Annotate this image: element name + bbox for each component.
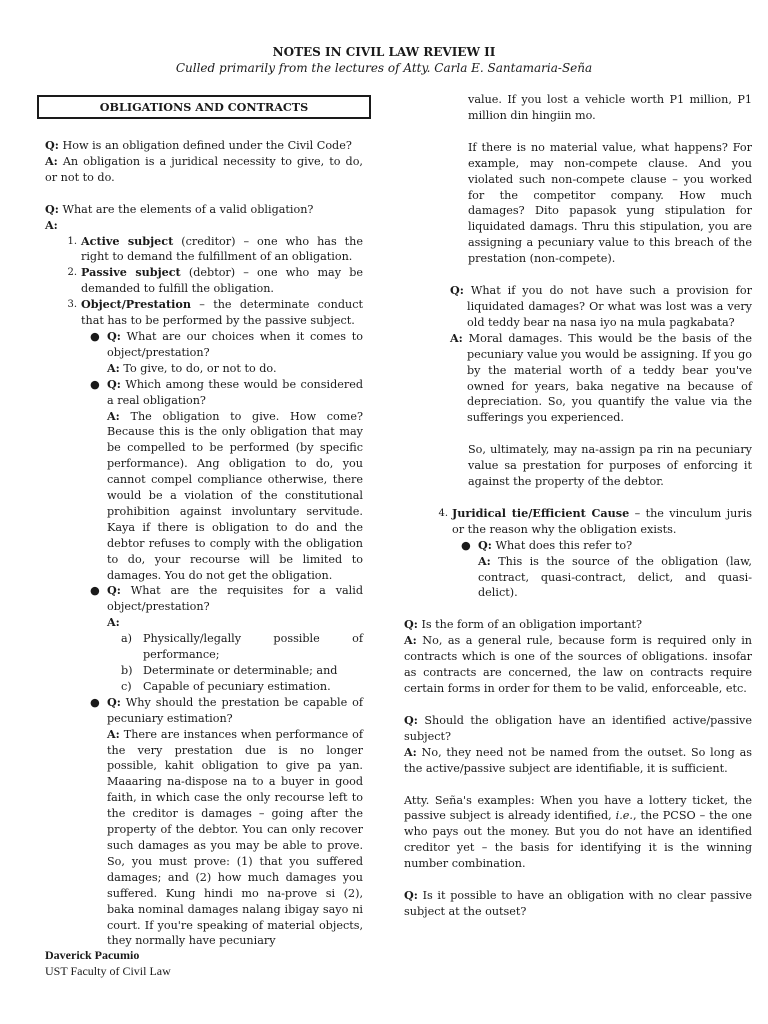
list-item: [81, 329, 363, 377]
q-label: Q:: [45, 201, 59, 216]
qa-no-passive-subject: [404, 888, 752, 920]
q-label: Q:: [404, 617, 418, 632]
school-name: UST Faculty of Civil Law: [45, 964, 171, 978]
q-label: Q:: [404, 888, 418, 903]
page-footer: [45, 947, 171, 979]
list-number: 4.: [438, 507, 448, 519]
element-term: Passive subject: [81, 265, 181, 280]
answer-text: Moral damages. This would be the basis of the pecuniary value you would be assigning. If you go by the material worth of a teddy bear you've owned for years, baka negative na because of depreciation. So, you quantify the value via the sufferings you experienced.: [462, 331, 752, 425]
a-label: A:: [107, 726, 120, 741]
a-label: A:: [107, 408, 120, 423]
answer-text: No, they need not be named from the outset. So long as the active/passive subject are identifiable, it is sufficient.: [404, 745, 752, 775]
bullet-icon: ●: [90, 695, 100, 709]
answer-text: This is the source of the obligation (law, contract, quasi-contract, delict, and quasi-delict).: [478, 554, 752, 600]
element-item: [45, 265, 363, 297]
list-item: [452, 538, 752, 602]
a-label: A:: [404, 744, 417, 759]
q-label: Q:: [107, 694, 121, 709]
bullet-icon: ●: [90, 377, 100, 391]
q-label: Q:: [478, 537, 492, 552]
element-text: (creditor) – one who has the right to demand the fulfillment of an obligation.: [81, 234, 363, 264]
q-label: Q:: [45, 138, 59, 152]
element-item: [416, 506, 752, 601]
question-text: Should the obligation have an identified active/passive subject?: [404, 713, 752, 743]
question-text: Is it possible to have an obligation with no clear passive subject at the outset?: [404, 889, 752, 918]
element-text: (debtor) – one who may be demanded to fulfill the obligation.: [81, 266, 363, 296]
a-label: A:: [404, 633, 417, 648]
requisite-item: [107, 663, 363, 679]
document-title: NOTES IN CIVIL LAW REVIEW II: [272, 45, 496, 59]
requisites-list: [107, 631, 363, 695]
question-text: What if you do not have such a provision for liquidated damages? Or what was lost was a very old teddy bear na nasa iyo na mula pagkabata?: [463, 284, 752, 329]
bullet-icon: ●: [461, 538, 471, 552]
question-text: Which among these would be considered a real obligation?: [107, 377, 363, 407]
section-heading: OBLIGATIONS AND CONTRACTS: [37, 95, 371, 119]
element-item: [45, 297, 363, 949]
prestation-questions: [81, 329, 363, 949]
element-text: – the vinculum juris or the reason why the obligation exists.: [452, 506, 752, 536]
answer-text: The obligation to give. How come? Because this is the only obligation that may be compelled to be performed (by specific performance). Ang obligation to do, you cannot compel compliance otherwise, there would be a violation of the constitutional prohibition against involuntary servitude. Kaya if there is obligation to do and the debtor refuses to comply with the obligation to do, your recourse will be limited to damages. You do not get the obligation.: [107, 409, 363, 582]
paragraph: If there is no material value, what happens? For example, may non-compete clause. And you violated such non-compete clause – you worked for the competitor company. How much damages? Dito papasok yung stipulation for liquidated damags. Thru this stipulation, you are assigning a pecuniary value to this breach of the prestation (non-compete).: [468, 140, 752, 266]
a-label: A:: [450, 330, 463, 345]
list-letter: a): [121, 632, 133, 646]
a-label: A:: [478, 553, 491, 568]
requisite-item: [107, 679, 363, 695]
question-text: Why should the prestation be capable of pecuniary estimation?: [107, 695, 363, 725]
question-text: Is the form of an obligation important?: [417, 618, 643, 632]
juridical-tie-questions: [452, 538, 752, 602]
requisite-item: [107, 631, 363, 663]
question-text: What are the requisites for a valid object/prestation?: [107, 584, 363, 614]
list-item: [81, 583, 363, 694]
question-text: How is an obligation defined under the Civil Code?: [58, 139, 352, 152]
answer-text: There are instances when performance of the very prestation due is no longer possible, kahit obligation to give pa yan. Maaaring na-dispose na to a buyer in good faith, in which case the only recourse left to the creditor is damages – going after the property of the debtor. You can only recover such damages as you may be able to prove. So, you must prove: (1) that you suffered damages; and (2) how much damages you suffered. Kung hindi mo na-prove si (2), baka nominal damages nalang ibigay sayo ni court. If you're speaking of material objects, they normally have pecuniary: [107, 727, 363, 948]
question-text: What are our choices when it comes to object/prestation?: [107, 329, 363, 359]
a-label: A:: [45, 217, 58, 232]
list-number: 2.: [67, 267, 77, 279]
element-item: [45, 234, 363, 266]
qa-definition: [45, 138, 363, 186]
q-label: Q:: [107, 376, 121, 391]
paragraph: So, ultimately, may na-assign pa rin na pecuniary value sa prestation for purposes of enforcing it against the property of the debtor.: [468, 443, 752, 489]
a-label: A:: [45, 153, 58, 168]
answer-text: To give, to do, or not to do.: [119, 361, 277, 375]
qa-elements: [45, 202, 363, 234]
qa-form: [404, 617, 752, 697]
list-number: 3.: [67, 299, 77, 311]
list-number: 1.: [67, 235, 77, 247]
a-label: A:: [107, 615, 120, 630]
list-item: [81, 695, 363, 950]
element-term: Object/Prestation: [81, 297, 191, 312]
document-subtitle: Culled primarily from the lectures of Atty. Carla E. Santamaria-Seña: [175, 61, 593, 75]
page-header: [0, 44, 768, 76]
requisite-text: Capable of pecuniary estimation.: [143, 679, 331, 693]
elements-list: [45, 234, 363, 950]
q-label: Q:: [450, 283, 464, 298]
list-letter: b): [121, 664, 133, 677]
q-label: Q:: [404, 712, 418, 727]
element-term: Active subject: [81, 233, 174, 248]
element-text: – the determinate conduct that has to be performed by the passive subject.: [81, 298, 363, 328]
bullet-icon: ●: [90, 329, 100, 343]
answer-text: No, as a general rule, because form is required only in contracts which is one of the sources of obligations. insofar as contracts are concerned, the law on contracts require certain forms in order for them to be valid, enforceable, etc.: [404, 634, 752, 695]
qa-liquidated-damages: [404, 283, 752, 426]
list-item: [81, 377, 363, 584]
example-paragraph: Atty. Seña's examples: When you have a lottery ticket, the passive subject is already identified, i.e., the PCSO – the one who pays out the money. But you do not have an identified creditor yet – the basis for identifying it is the winning number combination.: [404, 793, 753, 871]
qa-identified-subject: [404, 713, 752, 777]
left-column: [45, 95, 363, 949]
element-term: Juridical tie/Efficient Cause: [452, 505, 630, 520]
elements-list-continued: [404, 506, 752, 601]
list-letter: c): [121, 679, 132, 693]
question-text: What are the elements of a valid obligation?: [58, 202, 314, 216]
question-text: What does this refer to?: [491, 538, 633, 552]
answer-text: An obligation is a juridical necessity to give, to do, or not to do.: [45, 154, 363, 184]
q-label: Q:: [107, 583, 121, 598]
requisite-text: Determinate or determinable; and: [143, 664, 338, 677]
q-label: Q:: [107, 328, 121, 343]
a-label: A:: [107, 360, 120, 375]
bullet-icon: ●: [90, 584, 100, 598]
continuation-paragraph: value. If you lost a vehicle worth P1 million, P1 million din hingiin mo.: [468, 93, 752, 122]
author-name: Daverick Pacumio: [45, 948, 140, 962]
requisite-text: Physically/legally possible of performance;: [143, 632, 363, 662]
right-column: [404, 92, 752, 920]
